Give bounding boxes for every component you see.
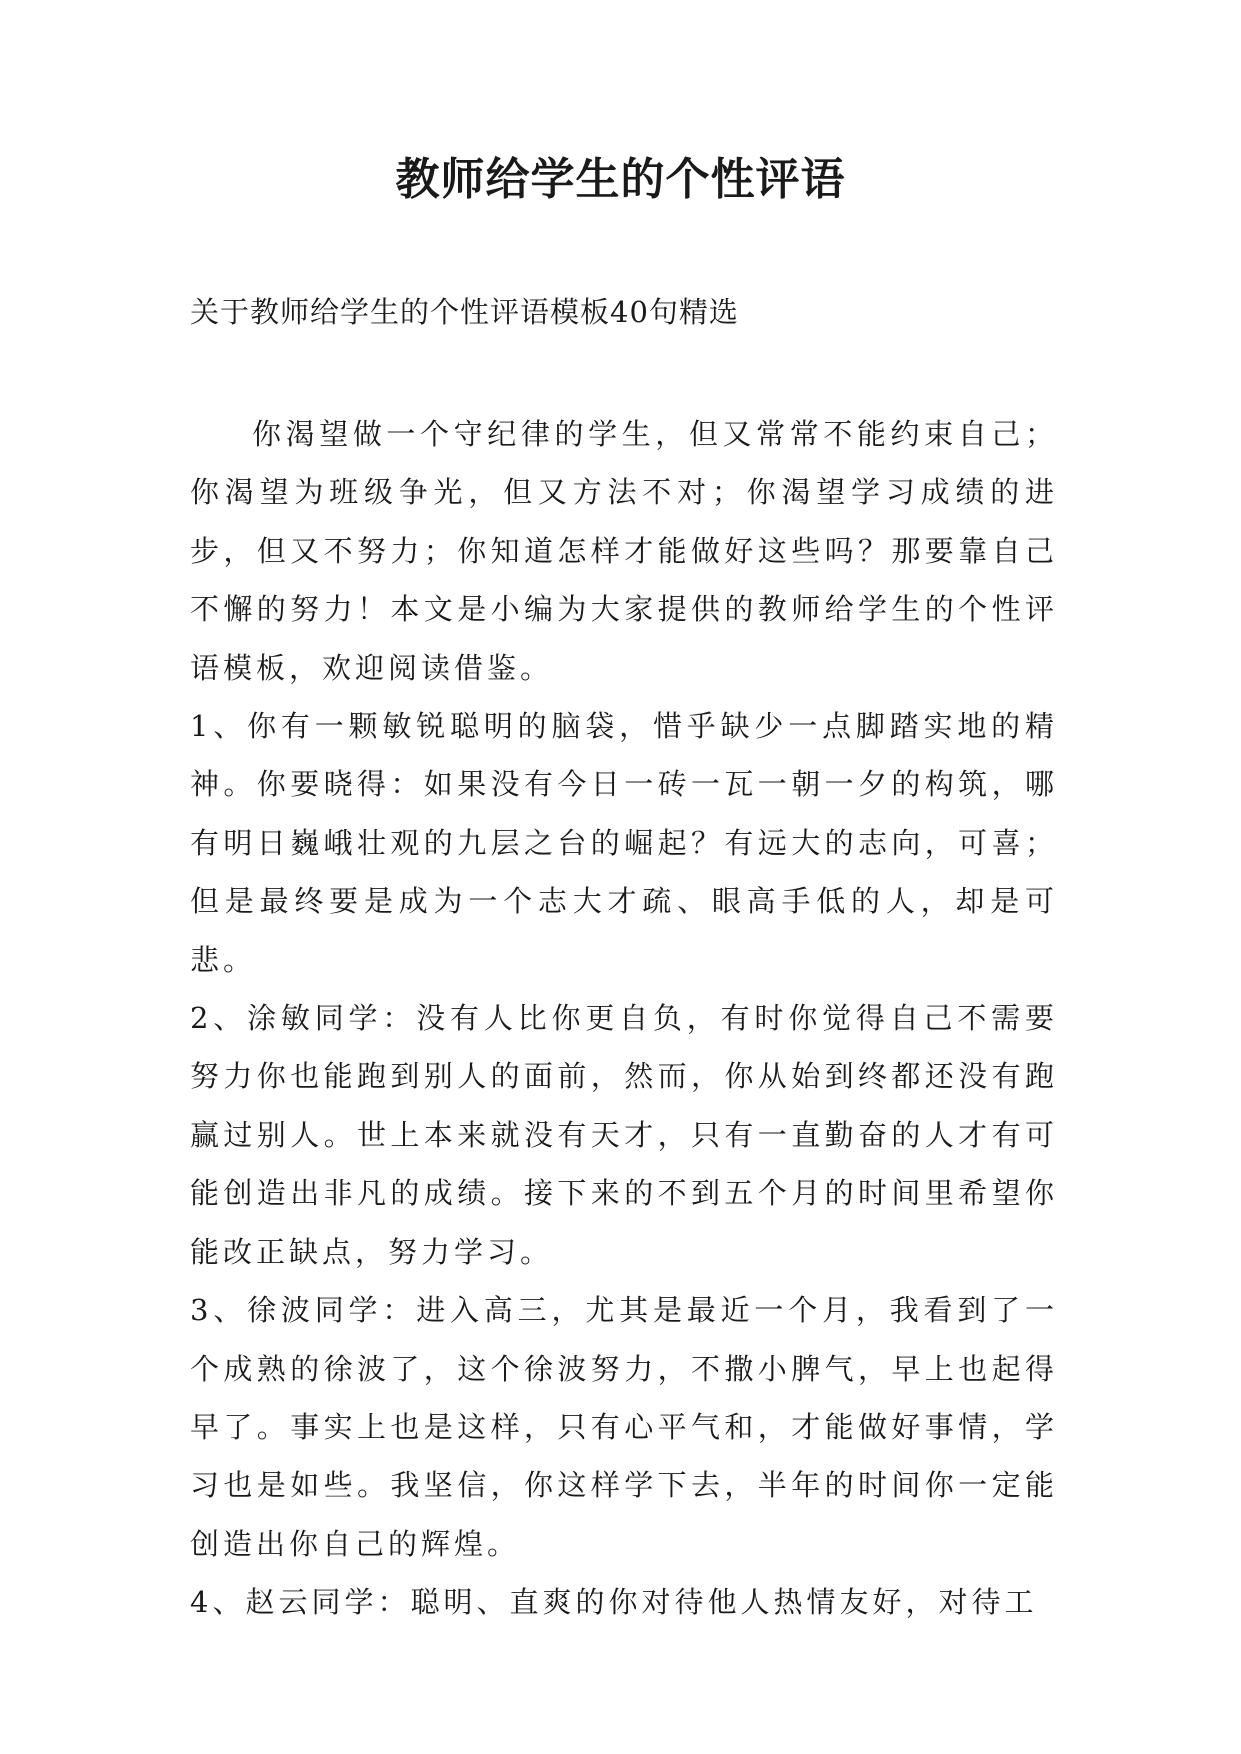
comment-item-3: 3、徐波同学：进入高三，尤其是最近一个月，我看到了一个成熟的徐波了，这个徐波努力，不撒小脾气，早上也起得早了。事实上也是这样，只有心平气和，才能做好事情，学习也是如些。我坚信，你这样学下去，半年的时间你一定能创造出你自己的辉煌。 bbox=[190, 1293, 1058, 1561]
comment-item-1: 1、你有一颗敏锐聪明的脑袋，惜乎缺少一点脚踏实地的精神。你要晓得：如果没有今日一砖一瓦一朝一夕的构筑，哪有明日巍峨壮观的九层之台的崛起？有远大的志向，可喜；但是最终要是成为一个志大才疏、眼高手低的人，却是可悲。 bbox=[190, 709, 1058, 977]
comment-item-4: 4、赵云同学：聪明、直爽的你对待他人热情友好，对待工 bbox=[190, 1585, 1038, 1620]
document-title: 教师给学生的个性评语 bbox=[395, 154, 846, 205]
document-subtitle: 关于教师给学生的个性评语模板40句精选 bbox=[190, 295, 739, 329]
intro-paragraph: 你渴望做一个守纪律的学生，但又常常不能约束自己；你渴望为班级争光，但又方法不对；你渴望学习成绩的进步，但又不努力；你知道怎样才能做好这些吗？那要靠自己不懈的努力！本文是小编为大家提供的教师给学生的个性评语模板，欢迎阅读借鉴。 bbox=[190, 417, 1058, 685]
comment-item-2: 2、涂敏同学：没有人比你更自负，有时你觉得自己不需要努力你也能跑到别人的面前，然而，你从始到终都还没有跑赢过别人。世上本来就没有天才，只有一直勤奋的人才有可能创造出非凡的成绩。接下来的不到五个月的时间里希望你能改正缺点，努力学习。 bbox=[190, 1001, 1058, 1269]
document-body bbox=[190, 405, 1058, 1632]
